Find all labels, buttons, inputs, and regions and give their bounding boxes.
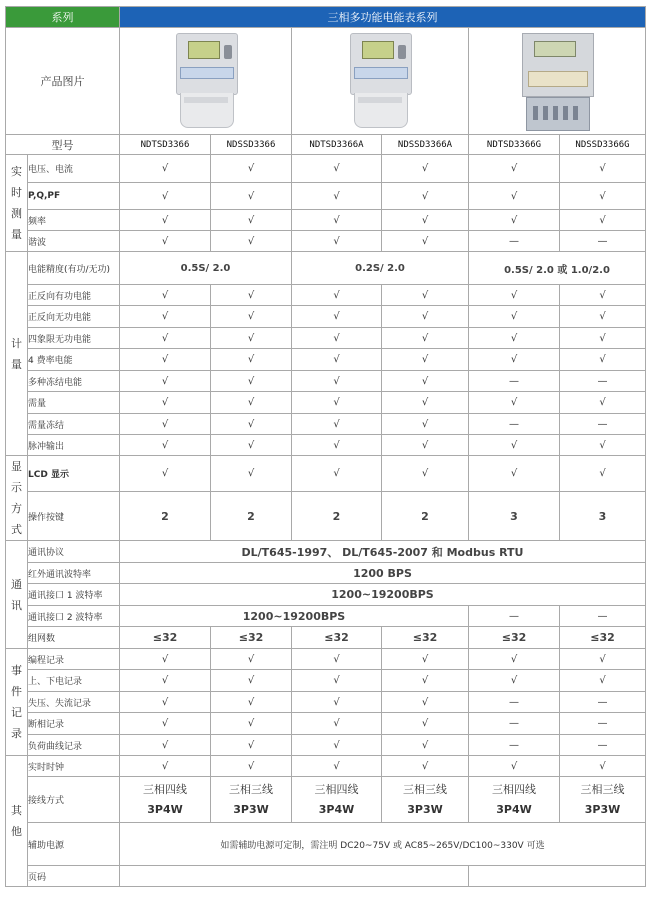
feature-label: 正反向无功电能 (28, 306, 120, 328)
feature-label: 编程记录 (28, 649, 120, 670)
feature-label: 组网数 (28, 627, 120, 649)
table-cell: √ (292, 371, 382, 392)
table-cell: √ (382, 435, 469, 456)
table-cell: √ (120, 349, 211, 371)
table-cell: √ (469, 155, 560, 183)
table-cell: — (560, 371, 646, 392)
table-cell: √ (292, 155, 382, 183)
table-cell: √ (211, 414, 292, 435)
table-cell: √ (382, 735, 469, 756)
table-row (6, 183, 646, 210)
table-cell: √ (382, 349, 469, 371)
aux-power-note: 如需辅助电源可定制，需注明 DC20~75V 或 AC85~265V/DC100~330V 可选 (120, 823, 646, 866)
feature-label: P,Q,PF (28, 183, 120, 210)
group-count: ≤32 (382, 627, 469, 649)
table-cell: √ (292, 692, 382, 713)
table-cell: √ (292, 735, 382, 756)
accuracy-value: 0.5S/ 2.0 或 1.0/2.0 (469, 252, 646, 285)
table-cell: — (560, 414, 646, 435)
feature-label: 频率 (28, 210, 120, 231)
table-row (6, 492, 646, 541)
table-row (6, 541, 646, 563)
table-cell: √ (469, 210, 560, 231)
feature-label: 上、下电记录 (28, 670, 120, 692)
table-row (6, 371, 646, 392)
feature-label: 接线方式 (28, 777, 120, 823)
key-count: 3 (560, 492, 646, 541)
table-row (6, 777, 646, 823)
table-cell: √ (560, 756, 646, 777)
table-cell: √ (120, 649, 211, 670)
table-cell: √ (211, 649, 292, 670)
section-label-display: 显 示 方 式 (6, 456, 28, 541)
table-row (6, 392, 646, 414)
key-count: 2 (292, 492, 382, 541)
model-name: NDTSD3366G (469, 135, 560, 155)
table-cell: √ (120, 392, 211, 414)
table-row (6, 823, 646, 866)
table-cell: √ (120, 285, 211, 306)
table-cell: √ (469, 328, 560, 349)
table-row (6, 349, 646, 371)
ir-baud-value: 1200 BPS (120, 563, 646, 584)
table-cell: √ (292, 670, 382, 692)
table-cell: √ (469, 285, 560, 306)
model-row (6, 135, 646, 155)
table-cell: √ (211, 285, 292, 306)
table-cell: √ (211, 713, 292, 735)
table-cell: √ (292, 713, 382, 735)
feature-label: 脉冲输出 (28, 435, 120, 456)
model-name: NDSSD3366A (382, 135, 469, 155)
table-cell: √ (560, 155, 646, 183)
table-row (6, 649, 646, 670)
table-cell: √ (211, 231, 292, 252)
page-number-cell (120, 866, 469, 887)
table-row (6, 735, 646, 756)
table-row (6, 584, 646, 606)
table-cell: √ (211, 210, 292, 231)
table-cell: — (560, 713, 646, 735)
accuracy-value: 0.2S/ 2.0 (292, 252, 469, 285)
product-image-2 (292, 28, 469, 135)
page-number-label: 页码 (28, 866, 120, 887)
table-cell: √ (469, 435, 560, 456)
table-cell: √ (211, 155, 292, 183)
table-cell: √ (292, 349, 382, 371)
table-cell: — (469, 735, 560, 756)
energy-meter-icon (348, 33, 412, 129)
model-row-label: 型号 (6, 135, 120, 155)
section-label-realtime: 实 时 测 量 (6, 155, 28, 252)
section-label-events: 事 件 记 录 (6, 649, 28, 756)
table-cell: √ (120, 456, 211, 492)
series-label: 系列 (6, 7, 120, 28)
table-row (6, 328, 646, 349)
table-cell: — (560, 735, 646, 756)
feature-label: 多种冻结电能 (28, 371, 120, 392)
table-cell: √ (382, 456, 469, 492)
table-row (6, 252, 646, 285)
port2-baud-value: 1200~19200BPS (120, 606, 469, 627)
table-cell: √ (382, 285, 469, 306)
table-cell: — (560, 606, 646, 627)
table-cell: √ (120, 328, 211, 349)
feature-label: 需量冻结 (28, 414, 120, 435)
table-cell: √ (120, 735, 211, 756)
feature-label: 操作按键 (28, 492, 120, 541)
table-row (6, 456, 646, 492)
accuracy-value: 0.5S/ 2.0 (120, 252, 292, 285)
table-cell: √ (292, 392, 382, 414)
header-row (6, 7, 646, 28)
table-cell: √ (560, 649, 646, 670)
port1-baud-value: 1200~19200BPS (120, 584, 646, 606)
wiring-cell: 三相三线 3P3W (560, 777, 646, 823)
group-count: ≤32 (120, 627, 211, 649)
page-title: 三相多功能电能表系列 (120, 7, 646, 28)
table-cell: √ (560, 183, 646, 210)
table-cell: √ (382, 210, 469, 231)
key-count: 2 (382, 492, 469, 541)
table-cell: √ (560, 670, 646, 692)
table-cell: √ (211, 392, 292, 414)
table-cell: — (469, 371, 560, 392)
feature-label: 失压、失流记录 (28, 692, 120, 713)
protocol-value: DL/T645-1997、 DL/T645-2007 和 Modbus RTU (120, 541, 646, 563)
section-label-comm: 通 讯 (6, 541, 28, 649)
table-cell: √ (211, 349, 292, 371)
table-cell: √ (120, 371, 211, 392)
feature-label: 通讯协议 (28, 541, 120, 563)
table-cell: √ (120, 414, 211, 435)
table-cell: √ (469, 183, 560, 210)
feature-label: 辅助电源 (28, 823, 120, 866)
table-cell: √ (382, 155, 469, 183)
feature-label: 4 费率电能 (28, 349, 120, 371)
energy-meter-icon (174, 33, 238, 129)
table-cell: √ (211, 183, 292, 210)
table-cell: √ (211, 456, 292, 492)
feature-label: 电压、电流 (28, 155, 120, 183)
feature-label: 四象限无功电能 (28, 328, 120, 349)
model-name: NDTSD3366A (292, 135, 382, 155)
table-cell: √ (120, 713, 211, 735)
feature-label: 实时时钟 (28, 756, 120, 777)
model-name: NDSSD3366 (211, 135, 292, 155)
table-cell: √ (560, 306, 646, 328)
table-row (6, 435, 646, 456)
table-cell: √ (382, 670, 469, 692)
table-cell: √ (560, 456, 646, 492)
wiring-cell: 三相四线 3P4W (469, 777, 560, 823)
table-cell: √ (211, 735, 292, 756)
table-cell: √ (292, 649, 382, 670)
table-cell: √ (382, 649, 469, 670)
table-cell: √ (469, 456, 560, 492)
image-row (6, 28, 646, 135)
table-cell: √ (382, 231, 469, 252)
table-cell: √ (120, 756, 211, 777)
wiring-cell: 三相三线 3P3W (211, 777, 292, 823)
table-row (6, 563, 646, 584)
table-row (6, 713, 646, 735)
table-cell: √ (120, 670, 211, 692)
table-row (6, 414, 646, 435)
table-row (6, 866, 646, 887)
feature-label: 谐波 (28, 231, 120, 252)
table-cell: √ (292, 285, 382, 306)
table-row (6, 306, 646, 328)
feature-label: 通讯接口 1 波特率 (28, 584, 120, 606)
feature-label: 正反向有功电能 (28, 285, 120, 306)
table-cell: √ (292, 435, 382, 456)
table-row (6, 606, 646, 627)
table-cell: — (469, 713, 560, 735)
table-cell: √ (382, 306, 469, 328)
group-count: ≤32 (211, 627, 292, 649)
model-name: NDTSD3366 (120, 135, 211, 155)
table-row (6, 670, 646, 692)
key-count: 3 (469, 492, 560, 541)
table-cell: — (469, 231, 560, 252)
table-row (6, 155, 646, 183)
feature-label: LCD 显示 (28, 456, 120, 492)
product-image-3 (469, 28, 646, 135)
table-cell: √ (292, 756, 382, 777)
table-cell: √ (120, 155, 211, 183)
table-cell: √ (469, 392, 560, 414)
table-cell: √ (560, 435, 646, 456)
table-row (6, 285, 646, 306)
table-cell: √ (469, 756, 560, 777)
group-count: ≤32 (469, 627, 560, 649)
table-row (6, 756, 646, 777)
feature-label: 红外通讯波特率 (28, 563, 120, 584)
group-count: ≤32 (560, 627, 646, 649)
table-cell: √ (211, 670, 292, 692)
table-cell: — (469, 606, 560, 627)
table-cell: √ (292, 231, 382, 252)
table-cell: √ (469, 349, 560, 371)
key-count: 2 (211, 492, 292, 541)
table-cell: √ (382, 392, 469, 414)
table-cell: √ (382, 713, 469, 735)
table-cell: — (469, 692, 560, 713)
table-cell: √ (120, 231, 211, 252)
image-row-label: 产品图片 (6, 28, 120, 135)
table-cell: √ (560, 349, 646, 371)
model-name: NDSSD3366G (560, 135, 646, 155)
table-cell: √ (560, 285, 646, 306)
wiring-cell: 三相三线 3P3W (382, 777, 469, 823)
energy-meter-icon (520, 31, 594, 131)
table-cell: √ (120, 210, 211, 231)
table-cell: √ (292, 210, 382, 231)
table-cell: √ (292, 456, 382, 492)
feature-label: 电能精度(有功/无功) (28, 252, 120, 285)
table-cell: — (560, 692, 646, 713)
table-cell: √ (120, 306, 211, 328)
table-cell: √ (211, 328, 292, 349)
table-row (6, 627, 646, 649)
table-cell: √ (560, 210, 646, 231)
wiring-cell: 三相四线 3P4W (120, 777, 211, 823)
table-cell: √ (211, 371, 292, 392)
table-cell: √ (120, 183, 211, 210)
table-cell: √ (211, 306, 292, 328)
table-cell: √ (382, 328, 469, 349)
table-cell: √ (469, 306, 560, 328)
table-row (6, 692, 646, 713)
wiring-cell: 三相四线 3P4W (292, 777, 382, 823)
table-cell: √ (382, 414, 469, 435)
table-cell: √ (211, 692, 292, 713)
table-cell: √ (469, 649, 560, 670)
table-cell: √ (292, 414, 382, 435)
table-cell: √ (120, 692, 211, 713)
feature-label: 需量 (28, 392, 120, 414)
table-cell: √ (469, 670, 560, 692)
key-count: 2 (120, 492, 211, 541)
table-cell: √ (560, 328, 646, 349)
feature-label: 负荷曲线记录 (28, 735, 120, 756)
table-cell: — (469, 414, 560, 435)
section-label-other: 其 他 (6, 756, 28, 887)
table-cell: √ (382, 183, 469, 210)
table-cell: √ (382, 692, 469, 713)
page-number-cell (469, 866, 646, 887)
spec-table (5, 6, 646, 887)
table-cell: — (560, 231, 646, 252)
table-cell: √ (120, 435, 211, 456)
table-cell: √ (382, 371, 469, 392)
table-cell: √ (292, 328, 382, 349)
feature-label: 断相记录 (28, 713, 120, 735)
table-row (6, 210, 646, 231)
table-cell: √ (211, 756, 292, 777)
table-row (6, 231, 646, 252)
table-cell: √ (292, 183, 382, 210)
section-label-metering: 计 量 (6, 252, 28, 456)
table-cell: √ (292, 306, 382, 328)
product-image-1 (120, 28, 292, 135)
table-cell: √ (382, 756, 469, 777)
group-count: ≤32 (292, 627, 382, 649)
feature-label: 通讯接口 2 波特率 (28, 606, 120, 627)
table-cell: √ (211, 435, 292, 456)
table-cell: √ (560, 392, 646, 414)
